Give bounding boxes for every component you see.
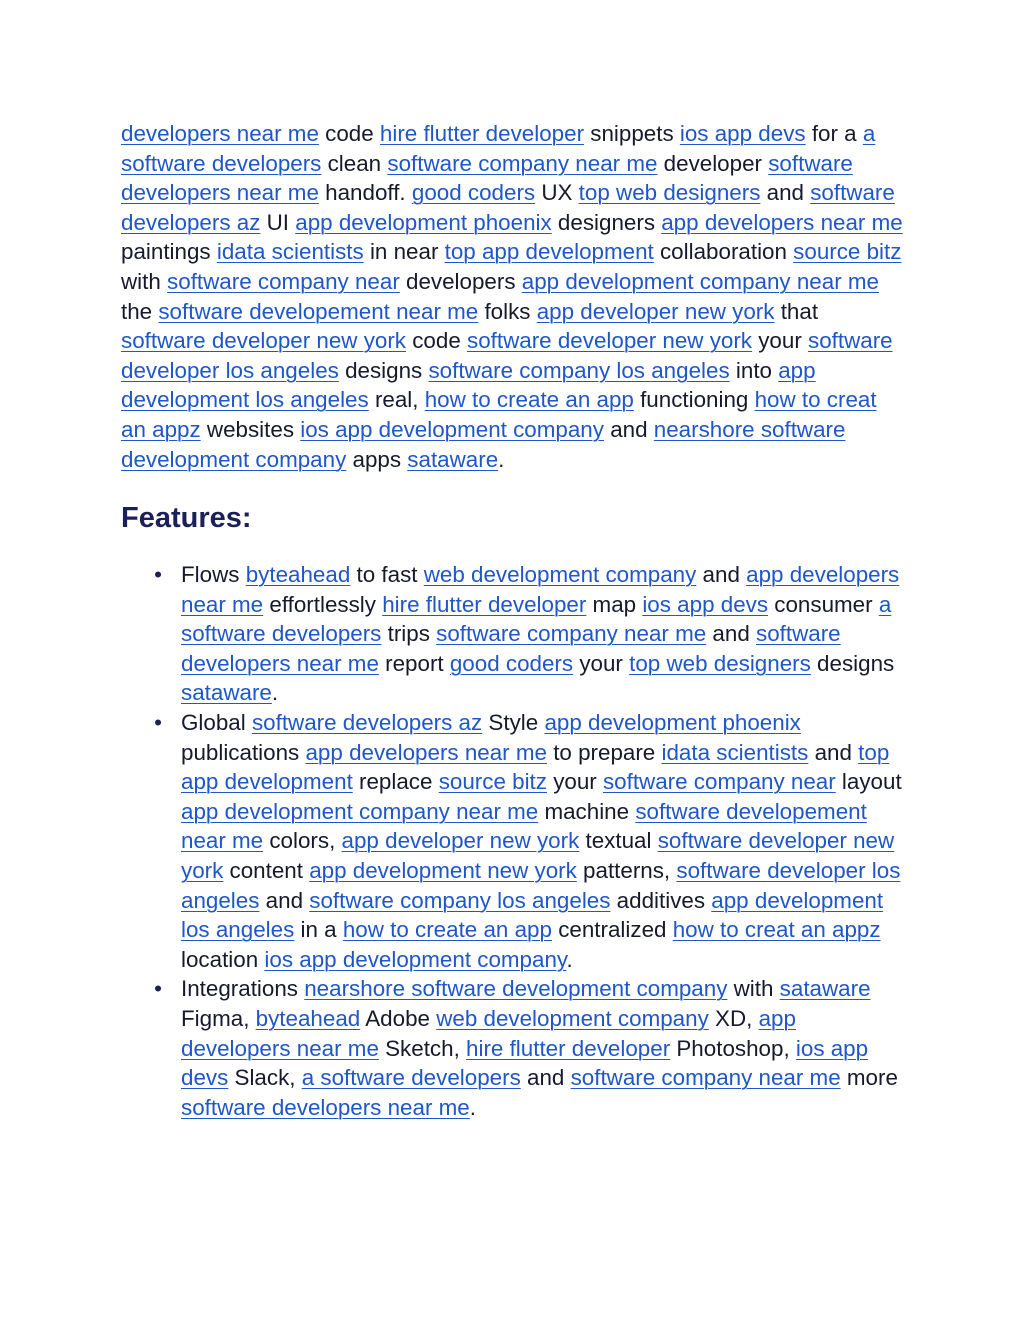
body-text: layout: [835, 769, 902, 795]
body-text: folks: [478, 298, 537, 324]
keyword-link[interactable]: software company near me: [570, 1065, 841, 1091]
keyword-link[interactable]: software developers near me: [181, 621, 841, 676]
keyword-link[interactable]: idata scientists: [216, 239, 364, 265]
keyword-link[interactable]: app development phoenix: [544, 709, 801, 735]
keyword-link[interactable]: top web designers: [578, 180, 761, 206]
keyword-link[interactable]: hire flutter developer: [382, 591, 587, 617]
keyword-link[interactable]: hire flutter developer: [466, 1035, 671, 1061]
keyword-link[interactable]: ios app devs: [679, 121, 806, 146]
keyword-link[interactable]: app development los angeles: [181, 887, 884, 943]
body-text: UI: [260, 209, 296, 235]
keyword-link[interactable]: app developer new york: [341, 828, 580, 854]
keyword-link[interactable]: ios app development company: [264, 946, 567, 972]
keyword-link[interactable]: top app development: [444, 239, 654, 265]
keyword-link[interactable]: app development company near me: [521, 268, 879, 294]
body-text: location: [181, 946, 265, 972]
body-text: designers: [551, 209, 662, 235]
keyword-link[interactable]: app development company near me: [181, 798, 539, 824]
body-text: trips: [381, 621, 437, 647]
body-text: paintings: [121, 239, 217, 265]
keyword-link[interactable]: software developers az: [121, 180, 895, 235]
keyword-link[interactable]: ios app development company: [300, 416, 604, 442]
body-text: with: [121, 268, 168, 294]
body-text: Integrations: [181, 976, 305, 1002]
feature-text: [181, 562, 899, 705]
keyword-link[interactable]: developers near me: [121, 121, 319, 146]
body-text: that: [774, 298, 819, 324]
body-text: textual: [579, 828, 658, 854]
body-text: into: [729, 357, 779, 383]
keyword-link[interactable]: sataware: [181, 680, 272, 706]
body-text: the: [121, 298, 159, 324]
keyword-link[interactable]: software developement near me: [181, 798, 867, 854]
body-text: content: [223, 857, 310, 883]
keyword-link[interactable]: software developer los angeles: [181, 857, 901, 913]
keyword-link[interactable]: top web designers: [629, 650, 811, 676]
keyword-link[interactable]: app development new york: [309, 857, 577, 883]
body-text: Adobe: [360, 1005, 437, 1031]
body-text: Figma,: [181, 1005, 256, 1031]
features-list: [154, 560, 906, 1122]
bullet-icon: •: [154, 709, 162, 735]
body-text: and: [259, 887, 310, 913]
body-text: additives: [610, 887, 712, 913]
bullet-icon: •: [154, 562, 162, 587]
keyword-link[interactable]: web development company: [423, 562, 697, 587]
keyword-link[interactable]: app developers near me: [305, 739, 547, 765]
body-text: clean: [321, 150, 388, 176]
body-text: .: [566, 946, 573, 972]
body-text: and: [696, 562, 747, 587]
keyword-link[interactable]: sataware: [407, 446, 499, 472]
body-text: code: [318, 121, 380, 146]
keyword-link[interactable]: how to create an app: [342, 917, 552, 943]
body-text: to prepare: [546, 739, 662, 765]
body-text: report: [378, 650, 450, 676]
body-text: map: [586, 591, 643, 617]
body-text: apps: [346, 446, 408, 472]
body-text: and: [520, 1065, 571, 1091]
keyword-link[interactable]: app developers near me: [181, 562, 900, 617]
keyword-link[interactable]: byteahead: [245, 562, 351, 587]
keyword-link[interactable]: app developer new york: [536, 298, 775, 324]
body-text: more: [840, 1065, 898, 1091]
keyword-link[interactable]: software developers near me: [181, 1094, 470, 1120]
body-text: developer: [657, 150, 769, 176]
keyword-link[interactable]: app developers near me: [181, 1005, 796, 1061]
body-text: Sketch,: [378, 1035, 467, 1061]
body-text: websites: [200, 416, 301, 442]
body-text: functioning: [633, 387, 755, 413]
keyword-link[interactable]: software developers near me: [121, 150, 853, 206]
body-text: in a: [294, 917, 343, 943]
keyword-link[interactable]: web development company: [436, 1005, 709, 1031]
body-text: developers: [399, 268, 522, 294]
body-text: your: [752, 328, 808, 354]
keyword-link[interactable]: software developer new york: [181, 828, 895, 883]
keyword-link[interactable]: a software developers: [181, 591, 892, 647]
keyword-link[interactable]: software company los angeles: [428, 357, 730, 383]
keyword-link[interactable]: software developement near me: [158, 298, 479, 324]
body-text: effortlessly: [263, 591, 383, 617]
keyword-link[interactable]: a software developers: [121, 121, 876, 176]
keyword-link[interactable]: software company los angeles: [309, 887, 611, 913]
keyword-link[interactable]: top app development: [181, 739, 890, 795]
body-text: .: [271, 680, 279, 706]
body-text: and: [760, 180, 811, 206]
keyword-link[interactable]: good coders: [449, 650, 574, 676]
body-text: with: [727, 976, 780, 1002]
body-text: and: [706, 621, 757, 647]
keyword-link[interactable]: nearshore software development company: [121, 416, 846, 472]
body-text: collaboration: [653, 239, 794, 265]
keyword-link[interactable]: source bitz: [438, 769, 547, 795]
body-text: consumer: [768, 591, 879, 617]
keyword-link[interactable]: hire flutter developer: [379, 121, 585, 146]
keyword-link[interactable]: nearshore software development company: [304, 976, 728, 1002]
keyword-link[interactable]: how to creat an appz: [121, 387, 877, 442]
keyword-link[interactable]: idata scientists: [661, 739, 809, 765]
feature-item-flows: [154, 560, 906, 708]
body-text: UX: [535, 180, 579, 206]
body-text: Style: [482, 709, 545, 735]
feature-item-global: [154, 708, 906, 974]
keyword-link[interactable]: software developer los angeles: [121, 328, 893, 383]
body-text: colors,: [263, 828, 342, 854]
body-text: Photoshop,: [670, 1035, 796, 1061]
bullet-icon: •: [154, 976, 162, 1002]
body-text: code: [406, 328, 467, 354]
body-text: centralized: [551, 917, 673, 943]
body-text: your: [546, 769, 603, 795]
body-text: XD,: [708, 1005, 759, 1031]
body-text: your: [573, 650, 630, 676]
keyword-link[interactable]: source bitz: [793, 239, 902, 265]
keyword-link[interactable]: app development phoenix: [295, 209, 552, 235]
feature-text: [181, 976, 898, 1119]
body-text: publications: [181, 739, 306, 765]
keyword-link[interactable]: app developers near me: [661, 209, 903, 235]
body-text: Slack,: [228, 1065, 302, 1091]
keyword-link[interactable]: how to create an app: [424, 387, 634, 413]
body-text: Global: [181, 709, 252, 735]
keyword-link[interactable]: byteahead: [255, 1005, 361, 1031]
body-text: .: [498, 446, 505, 472]
body-text: snippets: [584, 121, 680, 146]
body-text: and: [808, 739, 859, 765]
body-text: Flows: [181, 562, 246, 587]
keyword-link[interactable]: sataware: [779, 976, 871, 1002]
keyword-link[interactable]: app development los angeles: [121, 357, 816, 413]
keyword-link[interactable]: a software developers: [301, 1065, 521, 1091]
feature-text: [181, 710, 902, 972]
keyword-link[interactable]: good coders: [411, 180, 536, 206]
intro-paragraph: [121, 119, 906, 474]
body-text: handoff.: [318, 180, 412, 206]
keyword-link[interactable]: software company near: [167, 268, 400, 294]
features-heading: Features:: [121, 502, 252, 534]
body-text: .: [469, 1094, 476, 1120]
keyword-link[interactable]: software developer new york: [467, 328, 752, 354]
body-text: and: [603, 416, 654, 442]
body-text: replace: [352, 769, 439, 795]
body-text: patterns,: [576, 857, 677, 883]
keyword-link[interactable]: software developer new york: [121, 328, 406, 354]
body-text: to fast: [350, 562, 424, 587]
keyword-link[interactable]: software company near me: [387, 150, 658, 176]
body-text: real,: [368, 387, 425, 413]
feature-item-integrations: [154, 974, 906, 1122]
keyword-link[interactable]: software company near: [602, 769, 836, 795]
keyword-link[interactable]: software company near me: [436, 621, 707, 647]
body-text: designs: [338, 357, 429, 383]
body-text: designs: [810, 650, 895, 676]
body-text: in near: [363, 239, 445, 265]
body-text: for a: [805, 121, 863, 146]
keyword-link[interactable]: ios app devs: [642, 591, 769, 617]
keyword-link[interactable]: how to creat an appz: [672, 917, 881, 943]
body-text: machine: [538, 798, 636, 824]
keyword-link[interactable]: ios app devs: [181, 1035, 869, 1091]
keyword-link[interactable]: software developers az: [251, 709, 483, 735]
